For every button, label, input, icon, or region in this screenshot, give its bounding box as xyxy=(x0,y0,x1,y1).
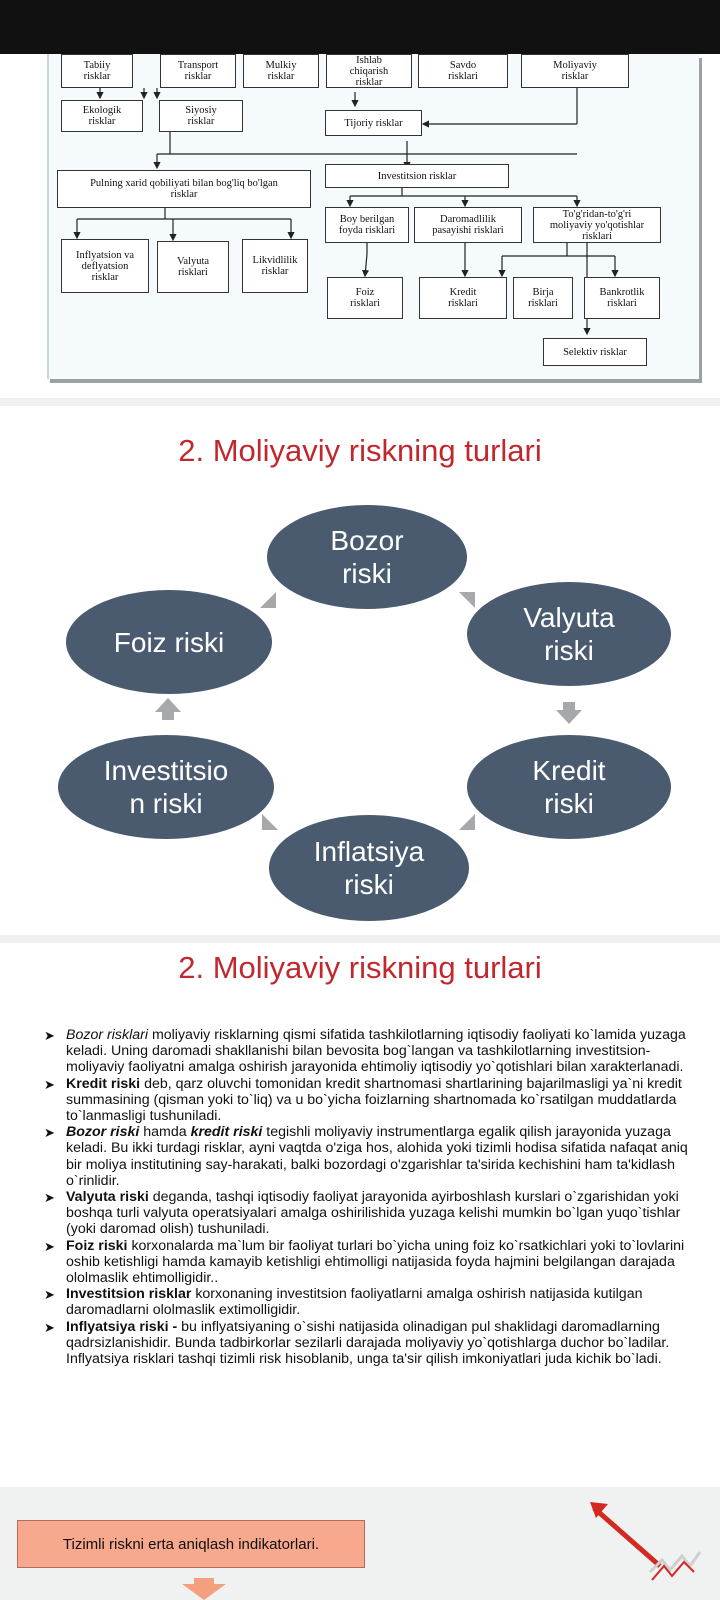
arrow-investitsion-to-foiz-icon xyxy=(155,698,181,720)
investitsion-risklar-box: Investitsion risklar xyxy=(325,164,509,188)
siyosiy-risklar-box: Siyosiy risklar xyxy=(159,100,243,132)
list-item xyxy=(44,1319,704,1368)
boy-berilgan-foyda-box: Boy berilgan foyda risklari xyxy=(325,207,409,243)
red-arrow-decoration-icon xyxy=(590,1500,710,1592)
item-text: deb, qarz oluvchi tomonidan kredit shartnomasi shartlarining bajarilmasligi ya`ni kredit summasining (qisman yoki to`liq) va u bo`yicha foizlarning shartnomada ko`rsatilgan muddatlarda to`lanmasligi tushuniladi. xyxy=(66,1075,682,1125)
bankrotlik-risklari-box: Bankrotlik risklari xyxy=(584,277,660,319)
item-mid: hamda xyxy=(139,1124,191,1141)
item-lead: Foiz riski xyxy=(66,1237,128,1254)
bullet-arrow-icon: ➤ xyxy=(44,1028,55,1043)
indicator-box: Tizimli riskni erta aniqlash indikatorlari. xyxy=(17,1520,365,1568)
list-item xyxy=(44,1238,704,1287)
transport-risklar-box: Transport risklar xyxy=(160,54,236,88)
investitsion-riski-ellipse: Investitsio n riski xyxy=(58,735,274,839)
selektiv-risklar-box: Selektiv risklar xyxy=(543,338,647,366)
tijoriy-risklar-box: Tijoriy risklar xyxy=(325,110,422,136)
item-lead: Kredit riski xyxy=(66,1075,141,1092)
valyuta-risklari-box: Valyuta risklari xyxy=(157,241,229,293)
inflyatsion-deflyatsion-box: Inflyatsion va deflyatsion risklar xyxy=(61,239,149,293)
slide3-title: 2. Moliyaviy riskning turlari xyxy=(178,950,542,985)
item-text: korxonalarda ma`lum bir faoliyat turlari bo`yicha uning foiz ko`rsatkichlari yoki to`lovlarini oshib ketishligi hamda kamayib ketishligi ehtimolligi natijasida foyda hajmini belgilangan darajada ololmaslik ehtimolligidir.. xyxy=(66,1237,685,1287)
bullet-arrow-icon: ➤ xyxy=(44,1287,55,1303)
kredit-riski-ellipse: Kredit riski xyxy=(467,735,671,839)
list-item xyxy=(44,1124,704,1189)
bullet-arrow-icon: ➤ xyxy=(44,1076,55,1092)
bullet-arrow-icon: ➤ xyxy=(44,1125,55,1141)
list-item xyxy=(44,1189,704,1238)
item-text: korxonaning investitsion faoliyatlarni amalga oshirish natijasida kutilgan daromadlarni ololmaslik extimolligidir. xyxy=(66,1286,643,1319)
arrow-inflatsiya-to-investitsion-icon xyxy=(258,810,282,834)
bozor-riski-ellipse: Bozor riski xyxy=(267,505,467,609)
arrow-kredit-to-inflatsiya-icon xyxy=(455,810,479,834)
item-text: bu inflyatsiyaning o`sishi natijasida olinadigan pul shaklidagi daromadlarning qadrsizlanishidir. Bunda tadbirkorlar sezilarli darajada moliyaviy yo`qotishlarga duchor bo`ladilar. Inflyatsiya risklari tashqi tizimli risk hisoblanib, unga ta'sir qilish imkoniyatlari juda kichik bo`ladi. xyxy=(66,1318,670,1368)
foiz-riski-ellipse: Foiz riski xyxy=(66,590,272,694)
item-lead: Investitsion risklar xyxy=(66,1286,192,1303)
status-bar xyxy=(0,0,720,54)
item-text: tegishli moliyaviy instrumentlarga egalik qilish jarayonida yuzaga keladi. Bu ikki turdagi risklar, ayni vaqtda o'ziga hos, alohida yoki tizimli hodisa sifatida nafaqat aniq bir moliya institutining say-harakati, balki bozordagi o'zgarishlar ta'sirida kechishini ham ta'kidlash o`rinlidir. xyxy=(66,1124,688,1189)
bullet-arrow-icon: ➤ xyxy=(44,1319,55,1335)
mulkiy-risklar-box: Mulkiy risklar xyxy=(243,54,319,88)
slide-separator xyxy=(0,935,720,943)
arrow-bozor-to-valyuta-icon xyxy=(455,588,479,612)
valyuta-riski-ellipse: Valyuta riski xyxy=(467,582,671,686)
item-text: moliyaviy risklarning qismi sifatida tashkilotlarning iqtisodiy faoliyati ko`lamida yuzaga keladi. Uning daromadi shakllanishi bilan bevosita bog`langan va tashkilotlarning investitsion-moliyaviy faoliyatni amalga oshirish jarayonida ehtimoliy iqtisodiy yo`qotishlari bilan xarakterlanadi. xyxy=(66,1027,686,1076)
slide-separator xyxy=(0,398,720,406)
down-arrow-icon xyxy=(182,1578,226,1600)
item-text: deganda, tashqi iqtisodiy faoliyat jarayonida ayirboshlash kurslari o`zgarishidan yoki boshqa turli valyuta operatsiyalari amalga oshirilishida yuzaga kelishi mumkin bo`lgan yuqo`tishlar (yoki daromad olish) tushuniladi. xyxy=(66,1189,681,1238)
daromadlilik-pasayishi-box: Daromadlilik pasayishi risklari xyxy=(414,207,522,243)
pulning-xarid-qobiliyati-box: Pulning xarid qobiliyati bilan bog'liq bo'lgan risklar xyxy=(57,170,311,208)
list-item xyxy=(44,1027,704,1076)
birja-risklari-box: Birja risklari xyxy=(513,277,573,319)
foiz-risklari-box: Foiz risklari xyxy=(327,277,403,319)
list-item xyxy=(44,1076,704,1125)
savdo-risklari-box: Savdo risklari xyxy=(418,54,508,88)
likvidlilik-risklar-box: Likvidlilik risklar xyxy=(242,239,308,293)
kredit-risklari-box: Kredit risklari xyxy=(419,277,507,319)
bullet-arrow-icon: ➤ xyxy=(44,1190,55,1206)
tabiiy-risklar-box: Tabiiy risklar xyxy=(61,54,133,88)
item-lead: Bozor risklari xyxy=(66,1027,148,1043)
list-item xyxy=(44,1286,704,1318)
slide2-title: 2. Moliyaviy riskning turlari xyxy=(178,433,542,468)
togridan-moliyaviy-yoqotishlar-box: To'g'ridan-to'g'ri moliyaviy yo'qotishlar risklari xyxy=(533,207,661,243)
risk-definitions-list xyxy=(44,1027,704,1367)
inflatsiya-riski-ellipse: Inflatsiya riski xyxy=(269,815,469,921)
arrow-valyuta-to-kredit-icon xyxy=(556,702,582,724)
bullet-arrow-icon: ➤ xyxy=(44,1238,55,1254)
risk-classification-diagram xyxy=(47,54,699,379)
ishlab-chiqarish-risklar-box: Ishlab chiqarish risklar xyxy=(326,54,412,88)
item-lead: Inflyatsiya riski - xyxy=(66,1318,178,1335)
moliyaviy-risklar-box: Moliyaviy risklar xyxy=(521,54,629,88)
ekologik-risklar-box: Ekologik risklar xyxy=(61,100,143,132)
item-lead-2: kredit riski xyxy=(190,1124,263,1141)
arrow-foiz-to-bozor-icon xyxy=(256,588,280,612)
item-lead: Bozor riski xyxy=(66,1124,140,1141)
item-lead: Valyuta riski xyxy=(66,1189,149,1206)
